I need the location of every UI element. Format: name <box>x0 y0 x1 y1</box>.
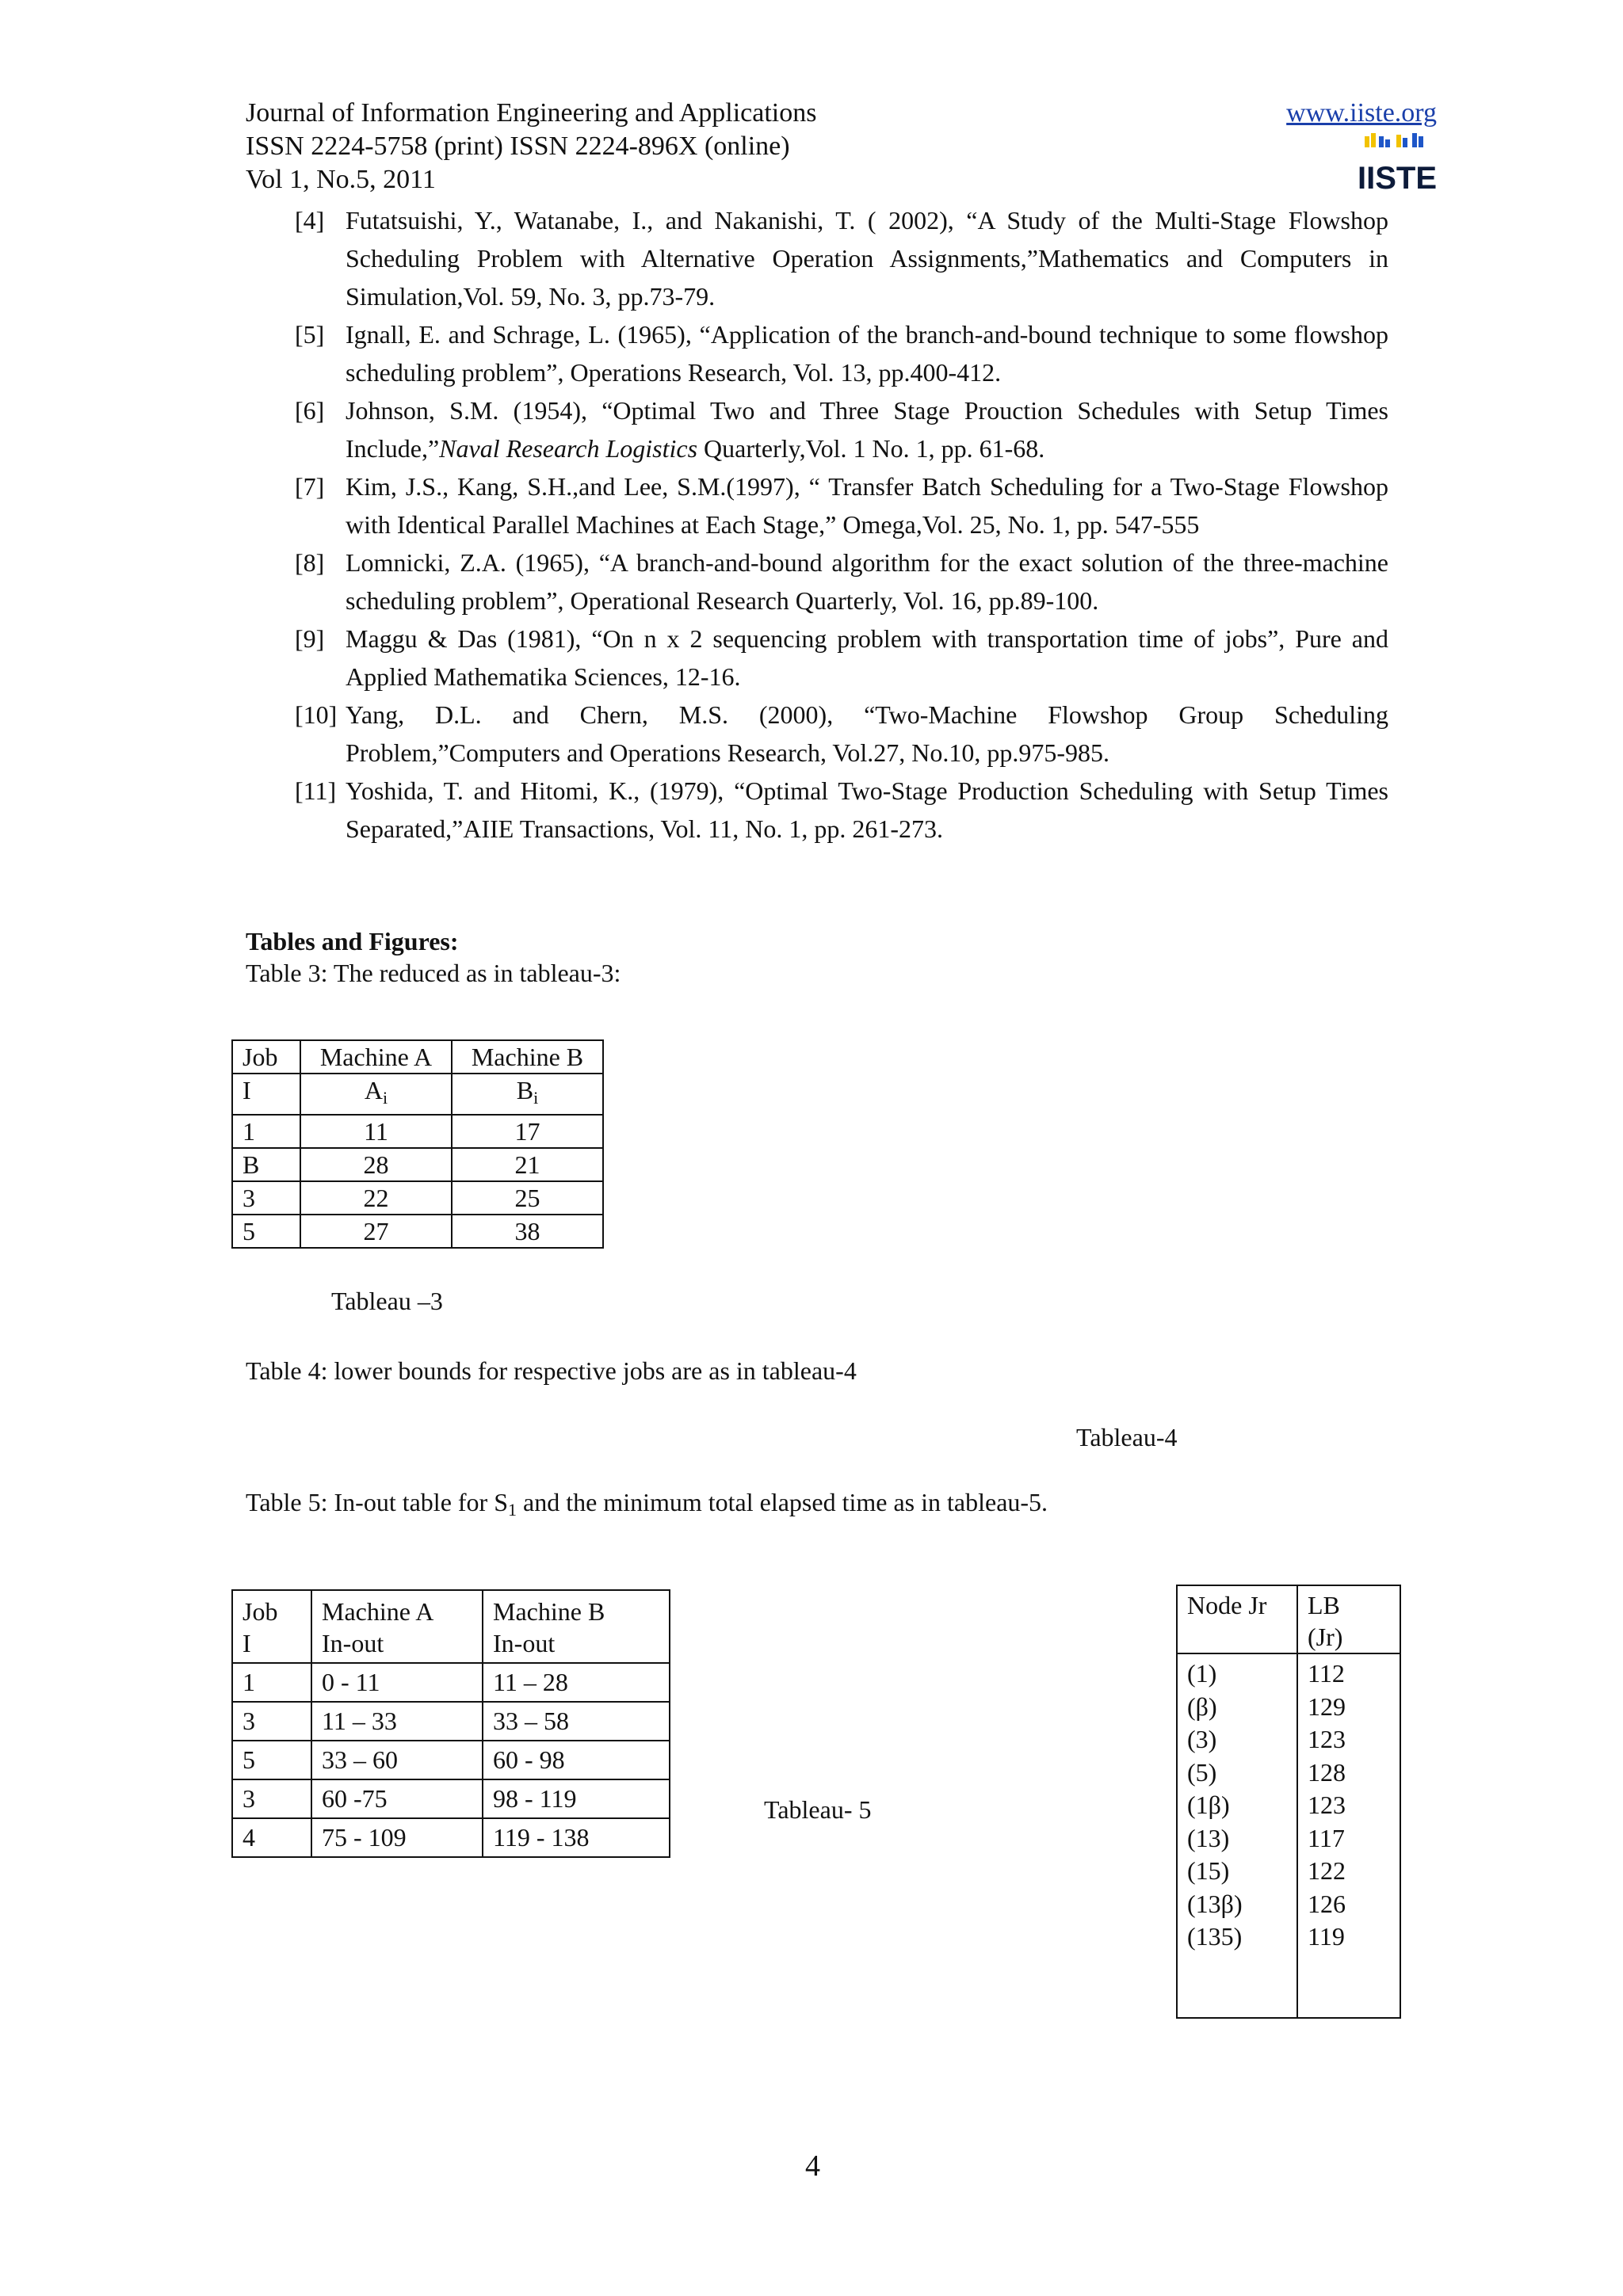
list-item: 122 <box>1308 1856 1346 1885</box>
reference-item: [5] Ignall, E. and Schrage, L. (1965), “Application of the branch-and-bound technique to some flowshop scheduling problem”, Operations Research, Vol. 13, pp.400-412. <box>295 320 1388 387</box>
list-item: 117 <box>1308 1823 1345 1852</box>
table-row: 5 27 38 <box>232 1215 603 1248</box>
table-row: 3 22 25 <box>232 1181 603 1215</box>
reference-item: [9] Maggu & Das (1981), “On n x 2 sequencing problem with transportation time of jobs”, Pure and Applied Mathematika Sciences, 12-16. <box>295 624 1388 691</box>
table3-head: $B_i$ <box>452 1074 603 1115</box>
table-row: 3 60 -75 98 - 119 <box>232 1779 670 1818</box>
reference-item: [4] Futatsuishi, Y., Watanabe, I., and Nakanishi, T. ( 2002), “A Study of the Multi-Stage Flowshop Scheduling Problem with Alternative Operation Assignments,”Mathematics and Computers in Simulation,Vol. 59, No. 3, pp.73-79. <box>295 206 1388 311</box>
list-item: 128 <box>1308 1757 1346 1787</box>
table4-head: LB (Jr) <box>1297 1585 1400 1653</box>
table-row: 5 33 – 60 60 - 98 <box>232 1741 670 1779</box>
reference-item: [11] Yoshida, T. and Hitomi, K., (1979), “Optimal Two-Stage Production Scheduling with Setup Times Separated,”AIIE Transactions, Vol. 11, No. 1, pp. 261-273. <box>295 776 1388 843</box>
journal-volume: Vol 1, No.5, 2011 <box>246 165 436 194</box>
list-item: 126 <box>1308 1889 1346 1918</box>
section-heading: Tables and Figures: <box>246 927 459 955</box>
table5-head: Machine A In-out <box>311 1590 483 1663</box>
list-item: 112 <box>1308 1659 1345 1688</box>
table-row: 1 0 - 11 11 – 28 <box>232 1663 670 1702</box>
iiste-logo <box>1357 132 1438 196</box>
list-item: 119 <box>1308 1922 1345 1951</box>
list-item: 129 <box>1308 1691 1346 1721</box>
table4-nodes-column <box>1177 1653 1297 2018</box>
table4-caption: Table 4: lower bounds for respective jobs are as in tableau-4 <box>246 1356 857 1385</box>
list-item: (1β) <box>1187 1791 1230 1819</box>
table-row: 4 75 - 109 119 - 138 <box>232 1818 670 1857</box>
table4-lb-column <box>1297 1653 1400 2018</box>
reference-item: [6] Johnson, S.M. (1954), “Optimal Two and Three Stage Prouction Schedules with Setup Times Include,”Naval Research Logistics Quarterly,Vol. 1 No. 1, pp. 61-68. <box>295 396 1388 463</box>
reference-item: [10] Yang, D.L. and Chern, M.S. (2000), “Two-Machine Flowshop Group Scheduling Problem,”Computers and Operations Research, Vol.27, No.10, pp.975-985. <box>295 700 1388 767</box>
journal-url-link[interactable]: www.iiste.org <box>1286 98 1437 128</box>
list-item: 123 <box>1308 1725 1346 1753</box>
table4-head: Node Jr <box>1177 1585 1297 1653</box>
logo-wordmark: IISTE <box>1357 161 1438 196</box>
list-item: (13β) <box>1187 1889 1243 1918</box>
table5-head: Machine B In-out <box>483 1590 670 1663</box>
table3 <box>231 1039 604 1249</box>
tableau5-label: Tableau- 5 <box>764 1795 872 1824</box>
table4 <box>1176 1585 1401 2019</box>
reference-item: [7] Kim, J.S., Kang, S.H.,and Lee, S.M.(1997), “ Transfer Batch Scheduling for a Two-Stage Flowshop with Identical Parallel Machines at Each Stage,” Omega,Vol. 25, No. 1, pp. 547-555 <box>295 472 1388 539</box>
list-item: (β) <box>1187 1691 1217 1721</box>
table-row: 1 11 17 <box>232 1115 603 1148</box>
table5-head: Job I <box>232 1590 311 1663</box>
list-item: (135) <box>1187 1922 1243 1951</box>
journal-issn: ISSN 2224-5758 (print) ISSN 2224-896X (online) <box>246 132 790 161</box>
list-item: (13) <box>1187 1823 1230 1852</box>
page-number: 4 <box>805 2149 820 2183</box>
table3-head: I <box>232 1074 300 1115</box>
table3-head: $A_i$ <box>300 1074 452 1115</box>
table3-head: Job <box>232 1040 300 1074</box>
references-list <box>295 201 1388 848</box>
table5-caption: Table 5: In-out table for $S_1$ and the minimum total elapsed time as in tableau-5. <box>246 1488 1048 1520</box>
table3-head: Machine B <box>452 1040 603 1074</box>
table3-head: Machine A <box>300 1040 452 1074</box>
table5 <box>231 1589 670 1858</box>
journal-title: Journal of Information Engineering and Applications <box>246 98 817 128</box>
list-item: (5) <box>1187 1757 1217 1787</box>
table-row: B 28 21 <box>232 1148 603 1181</box>
table-row: 3 11 – 33 33 – 58 <box>232 1702 670 1741</box>
list-item: (3) <box>1187 1725 1217 1753</box>
reference-item: [8] Lomnicki, Z.A. (1965), “A branch-and-bound algorithm for the exact solution of the three-machine scheduling problem”, Operational Research Quarterly, Vol. 16, pp.89-100. <box>295 548 1388 615</box>
list-item: (1) <box>1187 1659 1217 1688</box>
list-item: (15) <box>1187 1856 1230 1885</box>
tableau3-label: Tableau –3 <box>331 1287 443 1315</box>
list-item: 123 <box>1308 1791 1346 1819</box>
table3-caption: Table 3: The reduced as in tableau-3: <box>246 959 621 987</box>
tableau4-label: Tableau-4 <box>1076 1423 1178 1451</box>
